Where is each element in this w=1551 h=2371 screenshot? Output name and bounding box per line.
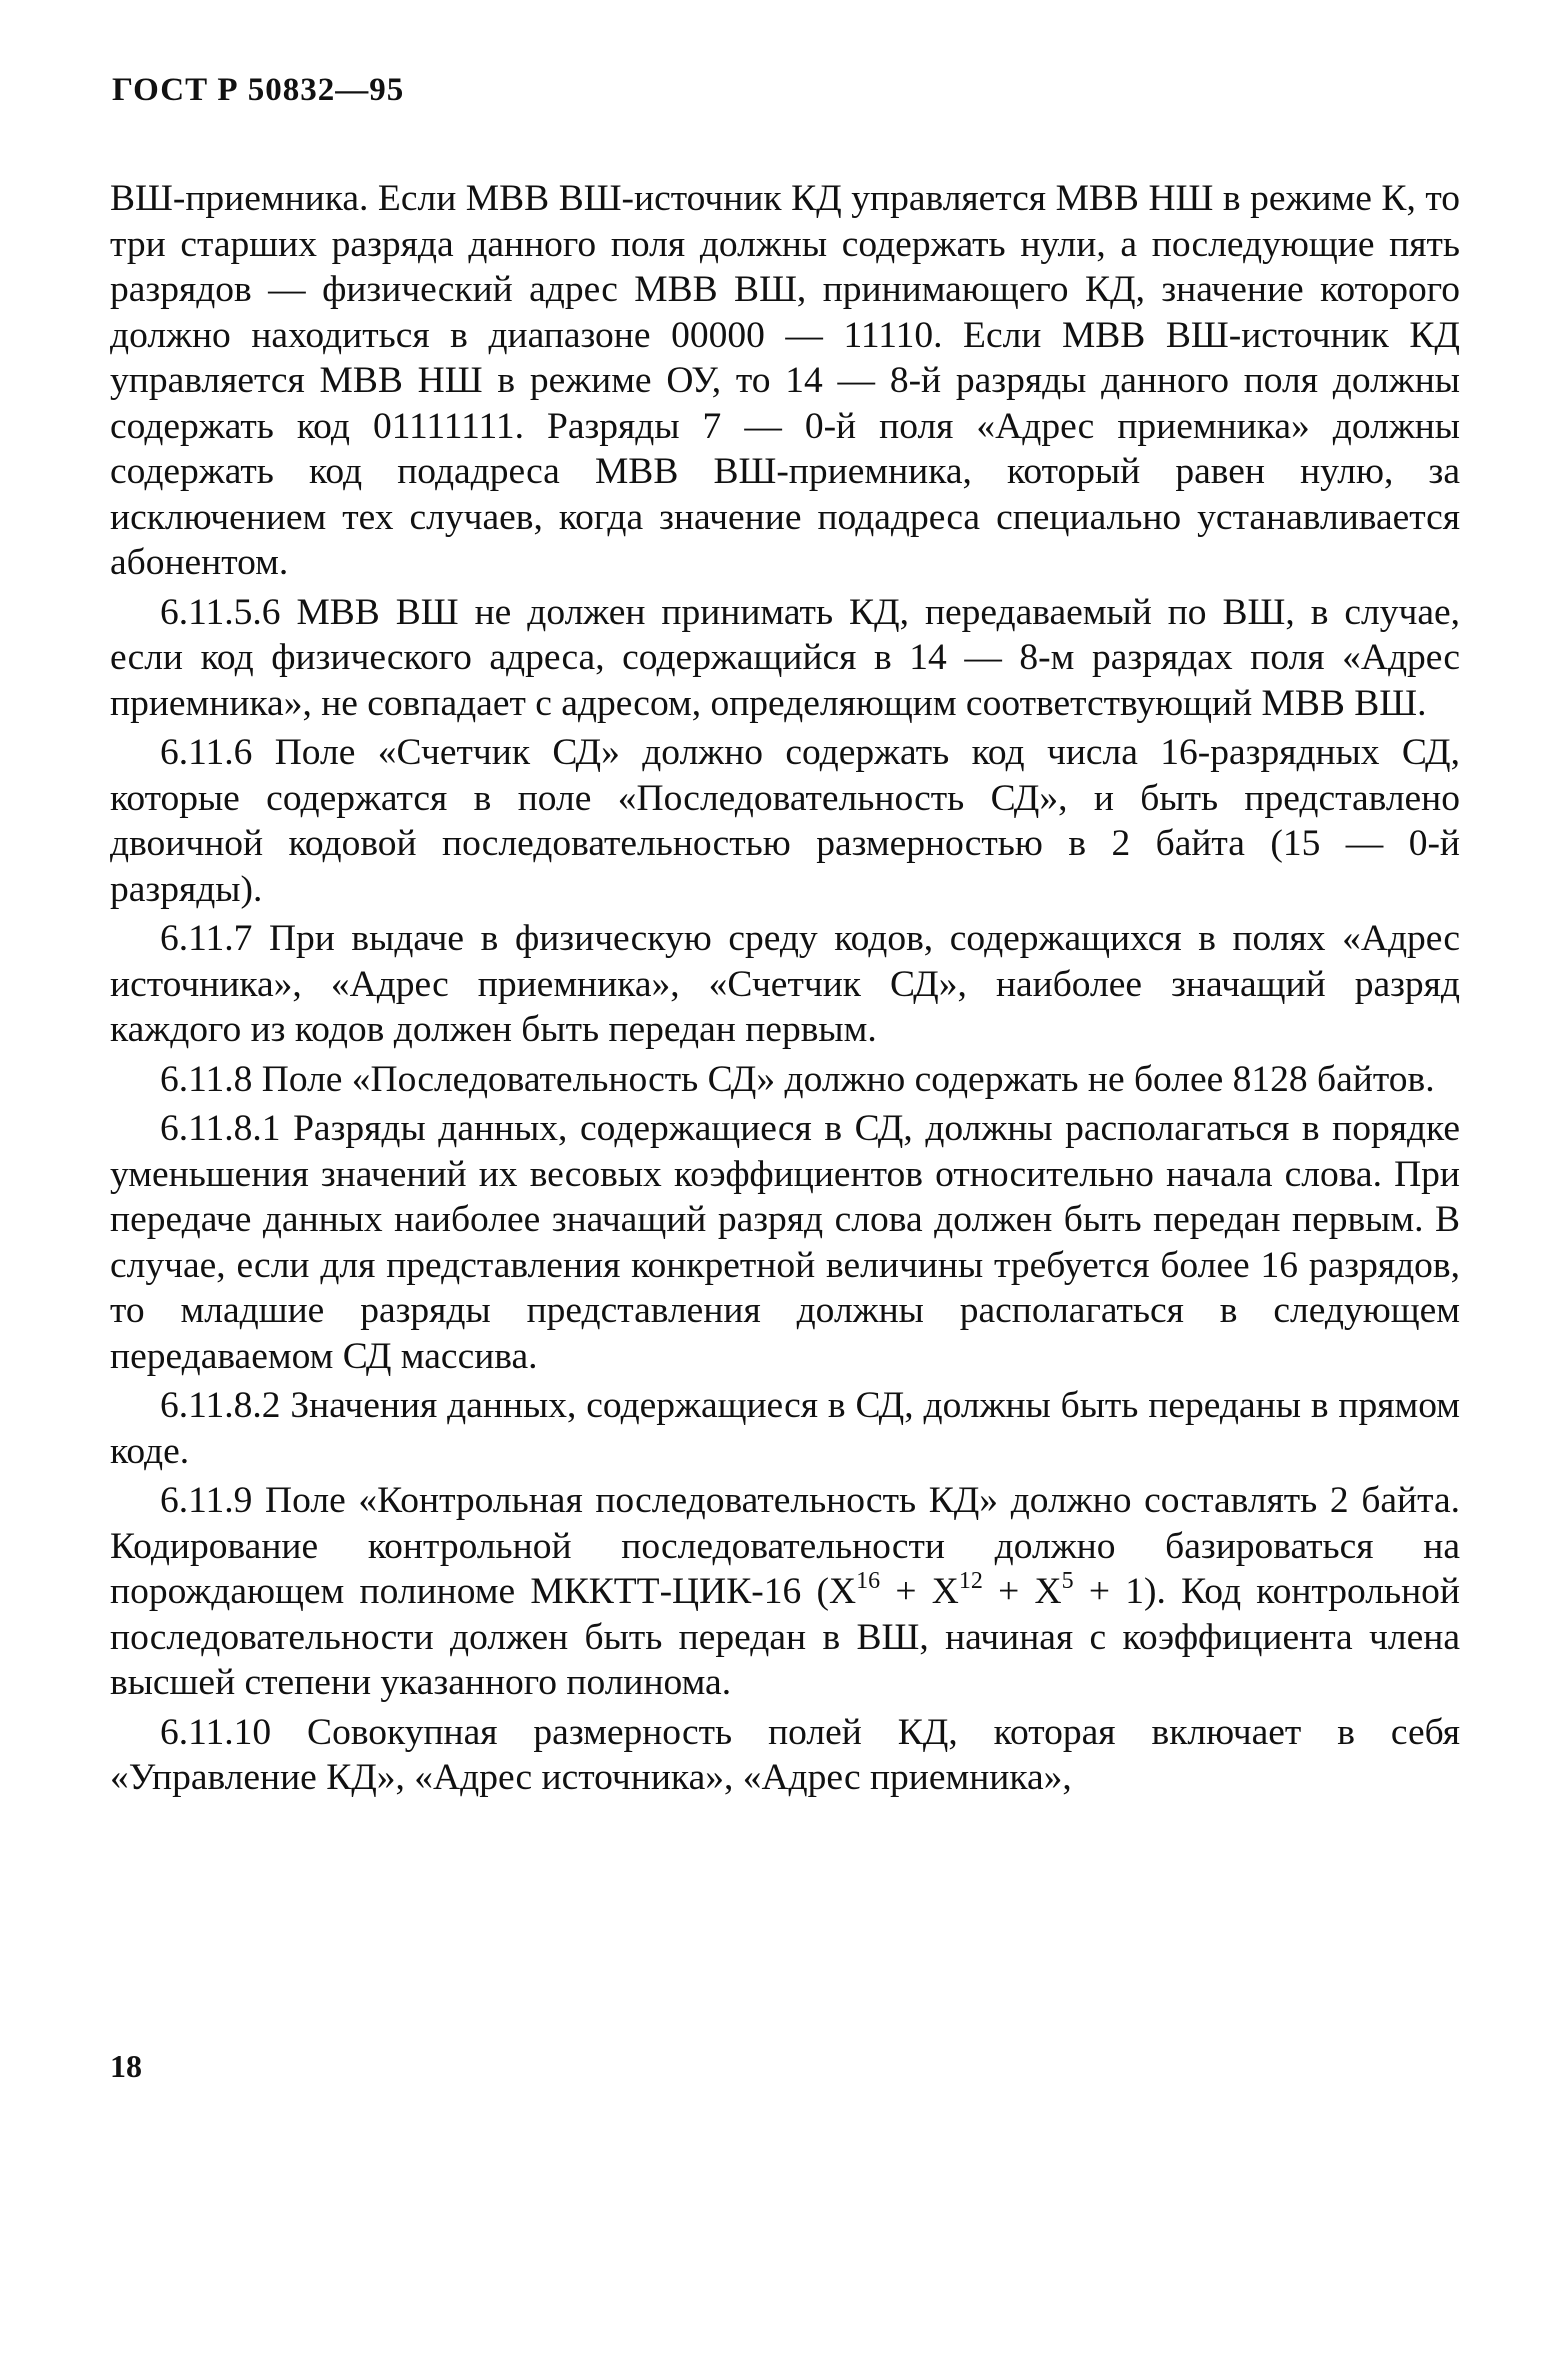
page-header: ГОСТ Р 50832—95 [112, 72, 405, 108]
paragraph-6-11-8-1: 6.11.8.1 Разряды данных, содержащиеся в СД, должны располагаться в порядке уменьшения значений их весовых коэффициентов относительно начала слова. При передаче данных наиболее значащий разряд слова должен быть передан первым. В случае, если для представления конкретной величины требуется более 16 разрядов, то младшие разряды представления должны располагаться в следующем передаваемом СД массива. [110, 1108, 1460, 1377]
document-body [110, 176, 1460, 1801]
paragraph-6-11-9-intro: 6.11.9 Поле «Контрольная последовательность КД» должно составлять 2 байта. Кодирование контрольной последовательности должно базироваться на порождающем полиноме МККТТ-ЦИК-16 ( [110, 1480, 1460, 1612]
formula-plus: + [880, 1571, 932, 1612]
formula-plus: + [982, 1571, 1035, 1612]
paragraph-6-11-10: 6.11.10 Совокупная размерность полей КД, которая включает в себя «Управление КД», «Адрес источника», «Адрес приемника», [110, 1711, 1460, 1798]
paragraph-6-11-7: 6.11.7 При выдаче в физическую среду кодов, содержащихся в полях «Адрес источника», «Адрес приемника», «Счетчик СД», наиболее значащий разряд каждого из кодов должен быть передан первым. [110, 918, 1460, 1050]
formula-variable: X [828, 1571, 857, 1612]
formula-exponent: 12 [958, 1568, 983, 1594]
paragraph-6-11-6: 6.11.6 Поле «Счетчик СД» должно содержать код числа 16-разрядных СД, которые содержатся в поле «Последовательность СД», и быть представлено двоичной кодовой последовательностью размерностью в 2 байта (15 — 0-й разряды). [110, 732, 1460, 910]
formula-variable: X [1034, 1571, 1062, 1612]
formula-tail: + 1) [1073, 1571, 1157, 1612]
formula-exponent: 5 [1061, 1568, 1074, 1594]
paragraph-continuation: ВШ-приемника. Если МВВ ВШ-источник КД управляется МВВ НШ в режиме К, то три старших разряда данного поля должны содержать нули, а последующие пять разрядов — физический адрес МВВ ВШ, принимающего КД, значение которого должно находиться в диапазоне 00000 — 11110. Если МВВ ВШ-источник КД управляется МВВ НШ в режиме ОУ, то 14 — 8-й разряды данного поля должны содержать код 01111111. Разряды 7 — 0-й поля «Адрес приемника» должны содержать код подадреса МВВ ВШ-приемника, который равен нулю, за исключением тех случаев, когда значение подадреса специально устанавливается абонентом. [110, 178, 1460, 583]
formula-exponent: 16 [856, 1568, 881, 1594]
paragraph-6-11-8: 6.11.8 Поле «Последовательность СД» должно содержать не более 8128 байтов. [160, 1058, 1435, 1100]
paragraph-6-11-9-rest: . Код контрольной последовательности должен быть передан в ВШ, начиная с коэффициента члена высшей степени указанного полинома. [110, 1571, 1460, 1703]
page-number: 18 [110, 2048, 142, 2084]
formula-variable: X [931, 1571, 959, 1612]
paragraph-6-11-8-2: 6.11.8.2 Значения данных, содержащиеся в СД, должны быть переданы в прямом коде. [110, 1385, 1460, 1472]
paragraph-6-11-5-6: 6.11.5.6 МВВ ВШ не должен принимать КД, передаваемый по ВШ, в случае, если код физического адреса, содержащийся в 14 — 8-м разрядах поля «Адрес приемника», не совпадает с адресом, определяющим соответствующий МВВ ВШ. [110, 591, 1460, 724]
polynomial-formula [828, 1568, 1157, 1612]
paragraph-6-11-9 [110, 1478, 1460, 1706]
